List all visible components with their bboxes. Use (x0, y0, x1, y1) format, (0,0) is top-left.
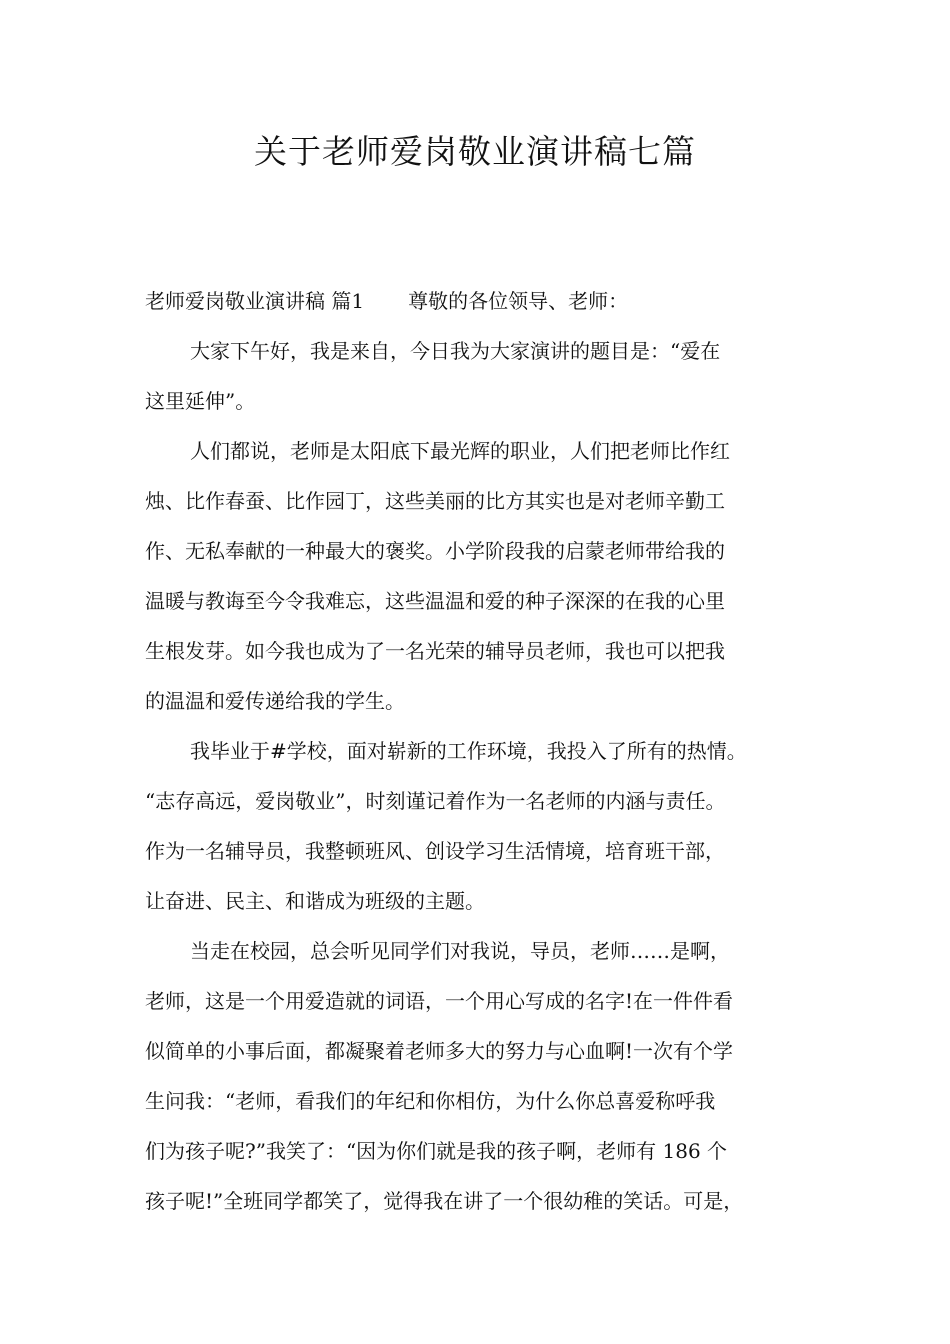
section-heading-line (145, 280, 825, 330)
paragraph-line: 似简单的小事后面，都凝聚着老师多大的努力与心血啊!一次有个学 (145, 1039, 734, 1063)
paragraph-line: 生问我：“老师，看我们的年纪和你相仿，为什么你总喜爱称呼我 (145, 1089, 716, 1113)
paragraph-line: 生根发芽。如今我也成为了一名光荣的辅导员老师，我也可以把我 (145, 639, 725, 663)
paragraph-line: 作为一名辅导员，我整顿班风、创设学习生活情境，培育班干部， (145, 839, 725, 863)
section-heading: 老师爱岗敬业演讲稿 篇1 (145, 289, 365, 313)
paragraph-line: 烛、比作春蚕、比作园丁，这些美丽的比方其实也是对老师辛勤工 (145, 489, 725, 513)
paragraph-line: 人们都说，老师是太阳底下最光辉的职业，人们把老师比作红 (190, 439, 730, 463)
paragraph-line: 们为孩子呢?”我笑了：“因为你们就是我的孩子啊，老师有 186 个 (145, 1139, 728, 1163)
paragraph-line: 温暖与教诲至今令我难忘，这些温温和爱的种子深深的在我的心里 (145, 589, 725, 613)
paragraph-line: 的温温和爱传递给我的学生。 (145, 689, 405, 713)
document-body (145, 280, 825, 1230)
paragraph-line: 当走在校园，总会听见同学们对我说，导员，老师……是啊， (190, 939, 730, 963)
paragraph-line: 这里延伸”。 (145, 389, 256, 413)
paragraph-line: 老师，这是一个用爱造就的词语，一个用心写成的名字!在一件件看 (145, 989, 734, 1013)
salutation: 尊敬的各位领导、老师： (408, 289, 629, 313)
paragraph-line: 孩子呢!”全班同学都笑了，觉得我在讲了一个很幼稚的笑话。可是， (145, 1189, 744, 1213)
paragraph-line: “志存高远，爱岗敬业”，时刻谨记着作为一名老师的内涵与责任。 (145, 789, 726, 813)
paragraph-line: 我毕业于#学校，面对崭新的工作环境，我投入了所有的热情。 (190, 739, 747, 763)
paragraph-line: 大家下午好，我是来自，今日我为大家演讲的题目是：“爱在 (190, 339, 721, 363)
paragraph-line: 让奋进、民主、和谐成为班级的主题。 (145, 889, 485, 913)
document-title: 关于老师爱岗敬业演讲稿七篇 (254, 132, 696, 171)
paragraph-line: 作、无私奉献的一种最大的褒奖。小学阶段我的启蒙老师带给我的 (145, 539, 725, 563)
